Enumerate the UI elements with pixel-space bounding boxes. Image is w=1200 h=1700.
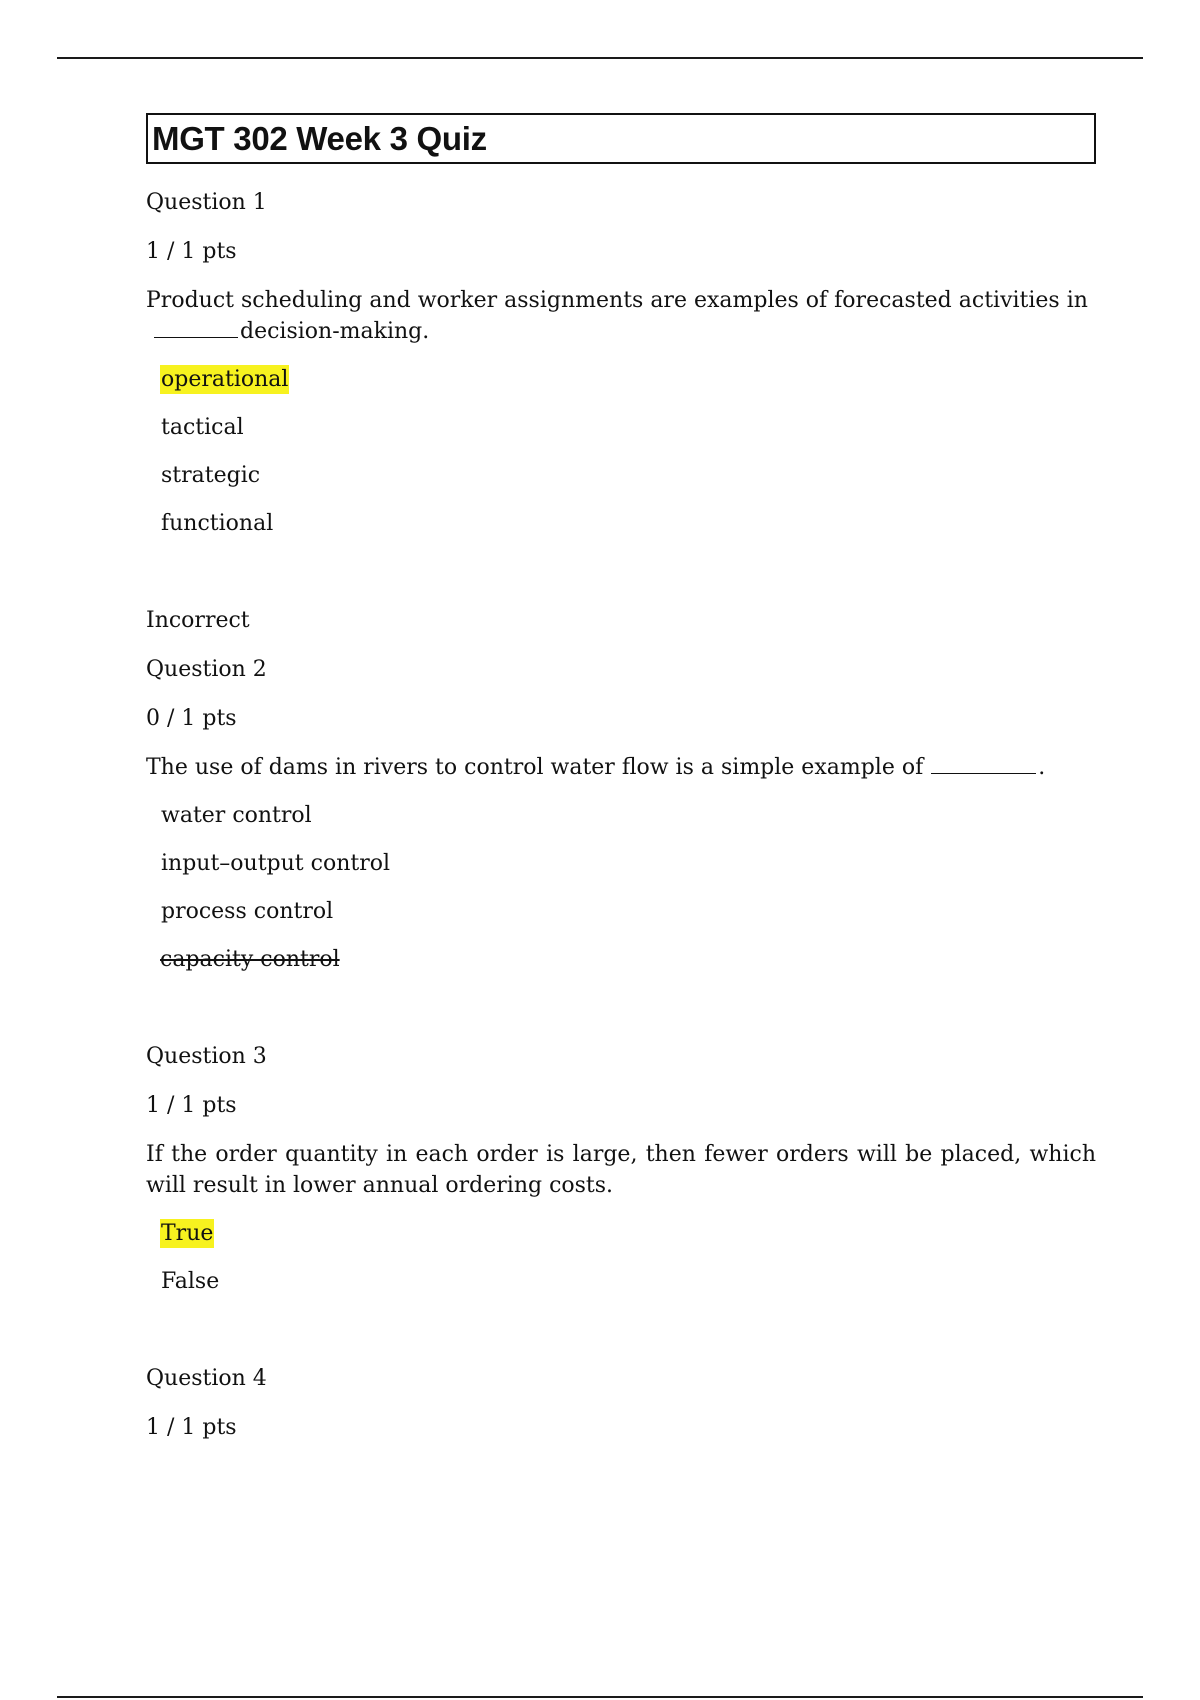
spacer bbox=[146, 1306, 1096, 1354]
bottom-rule bbox=[57, 1696, 1143, 1698]
answer-option[interactable] bbox=[146, 1210, 1096, 1258]
top-rule bbox=[57, 57, 1143, 59]
stem-text-before: Product scheduling and worker assignments are examples of forecasted activities in bbox=[146, 288, 1088, 313]
answer-option-label-struck: capacity control bbox=[160, 947, 340, 972]
answer-option-label: tactical bbox=[161, 415, 244, 440]
answer-option[interactable] bbox=[146, 792, 1096, 840]
quiz-title: MGT 302 Week 3 Quiz bbox=[146, 113, 1096, 164]
question-2 bbox=[146, 596, 1096, 984]
question-1 bbox=[146, 178, 1096, 548]
question-stem bbox=[146, 743, 1096, 792]
question-points: 1 / 1 pts bbox=[146, 1093, 237, 1118]
spacer bbox=[146, 548, 1096, 596]
answer-option[interactable] bbox=[146, 356, 1096, 404]
answer-option-label: strategic bbox=[161, 463, 261, 488]
question-label: Question 2 bbox=[146, 657, 267, 682]
answer-option-label: process control bbox=[161, 899, 334, 924]
question-label: Question 1 bbox=[146, 190, 267, 215]
answer-option-label-highlighted: operational bbox=[161, 367, 289, 392]
answer-option-label: input–output control bbox=[161, 851, 391, 876]
question-4 bbox=[146, 1354, 1096, 1452]
question-3 bbox=[146, 1032, 1096, 1306]
fill-in-blank bbox=[154, 336, 238, 338]
question-points: 1 / 1 pts bbox=[146, 1415, 237, 1440]
stem-text-after: . bbox=[1038, 755, 1046, 780]
answer-option-label: water control bbox=[161, 803, 312, 828]
answer-option[interactable] bbox=[146, 888, 1096, 936]
stem-text-after: decision-making. bbox=[240, 319, 430, 344]
answer-option[interactable] bbox=[146, 936, 1096, 984]
answer-option-label: functional bbox=[161, 511, 274, 536]
answer-option[interactable] bbox=[146, 500, 1096, 548]
spacer bbox=[146, 984, 1096, 1032]
fill-in-blank bbox=[931, 772, 1036, 774]
question-label: Question 3 bbox=[146, 1044, 267, 1069]
answer-option[interactable] bbox=[146, 452, 1096, 500]
answer-option-label-highlighted: True bbox=[161, 1221, 214, 1246]
question-points: 1 / 1 pts bbox=[146, 239, 237, 264]
answer-option-label: False bbox=[161, 1269, 220, 1294]
answer-option[interactable] bbox=[146, 1258, 1096, 1306]
question-stem: If the order quantity in each order is large, then fewer orders will be placed, which will result in lower annual ordering costs. bbox=[146, 1142, 1096, 1198]
quiz-document bbox=[146, 113, 1096, 1452]
answer-option[interactable] bbox=[146, 404, 1096, 452]
question-label: Question 4 bbox=[146, 1366, 267, 1391]
question-stem bbox=[146, 285, 1096, 347]
question-points: 0 / 1 pts bbox=[146, 706, 237, 731]
stem-text-before: The use of dams in rivers to control water flow is a simple example of bbox=[146, 755, 924, 780]
answer-option[interactable] bbox=[146, 840, 1096, 888]
question-status: Incorrect bbox=[146, 608, 250, 633]
